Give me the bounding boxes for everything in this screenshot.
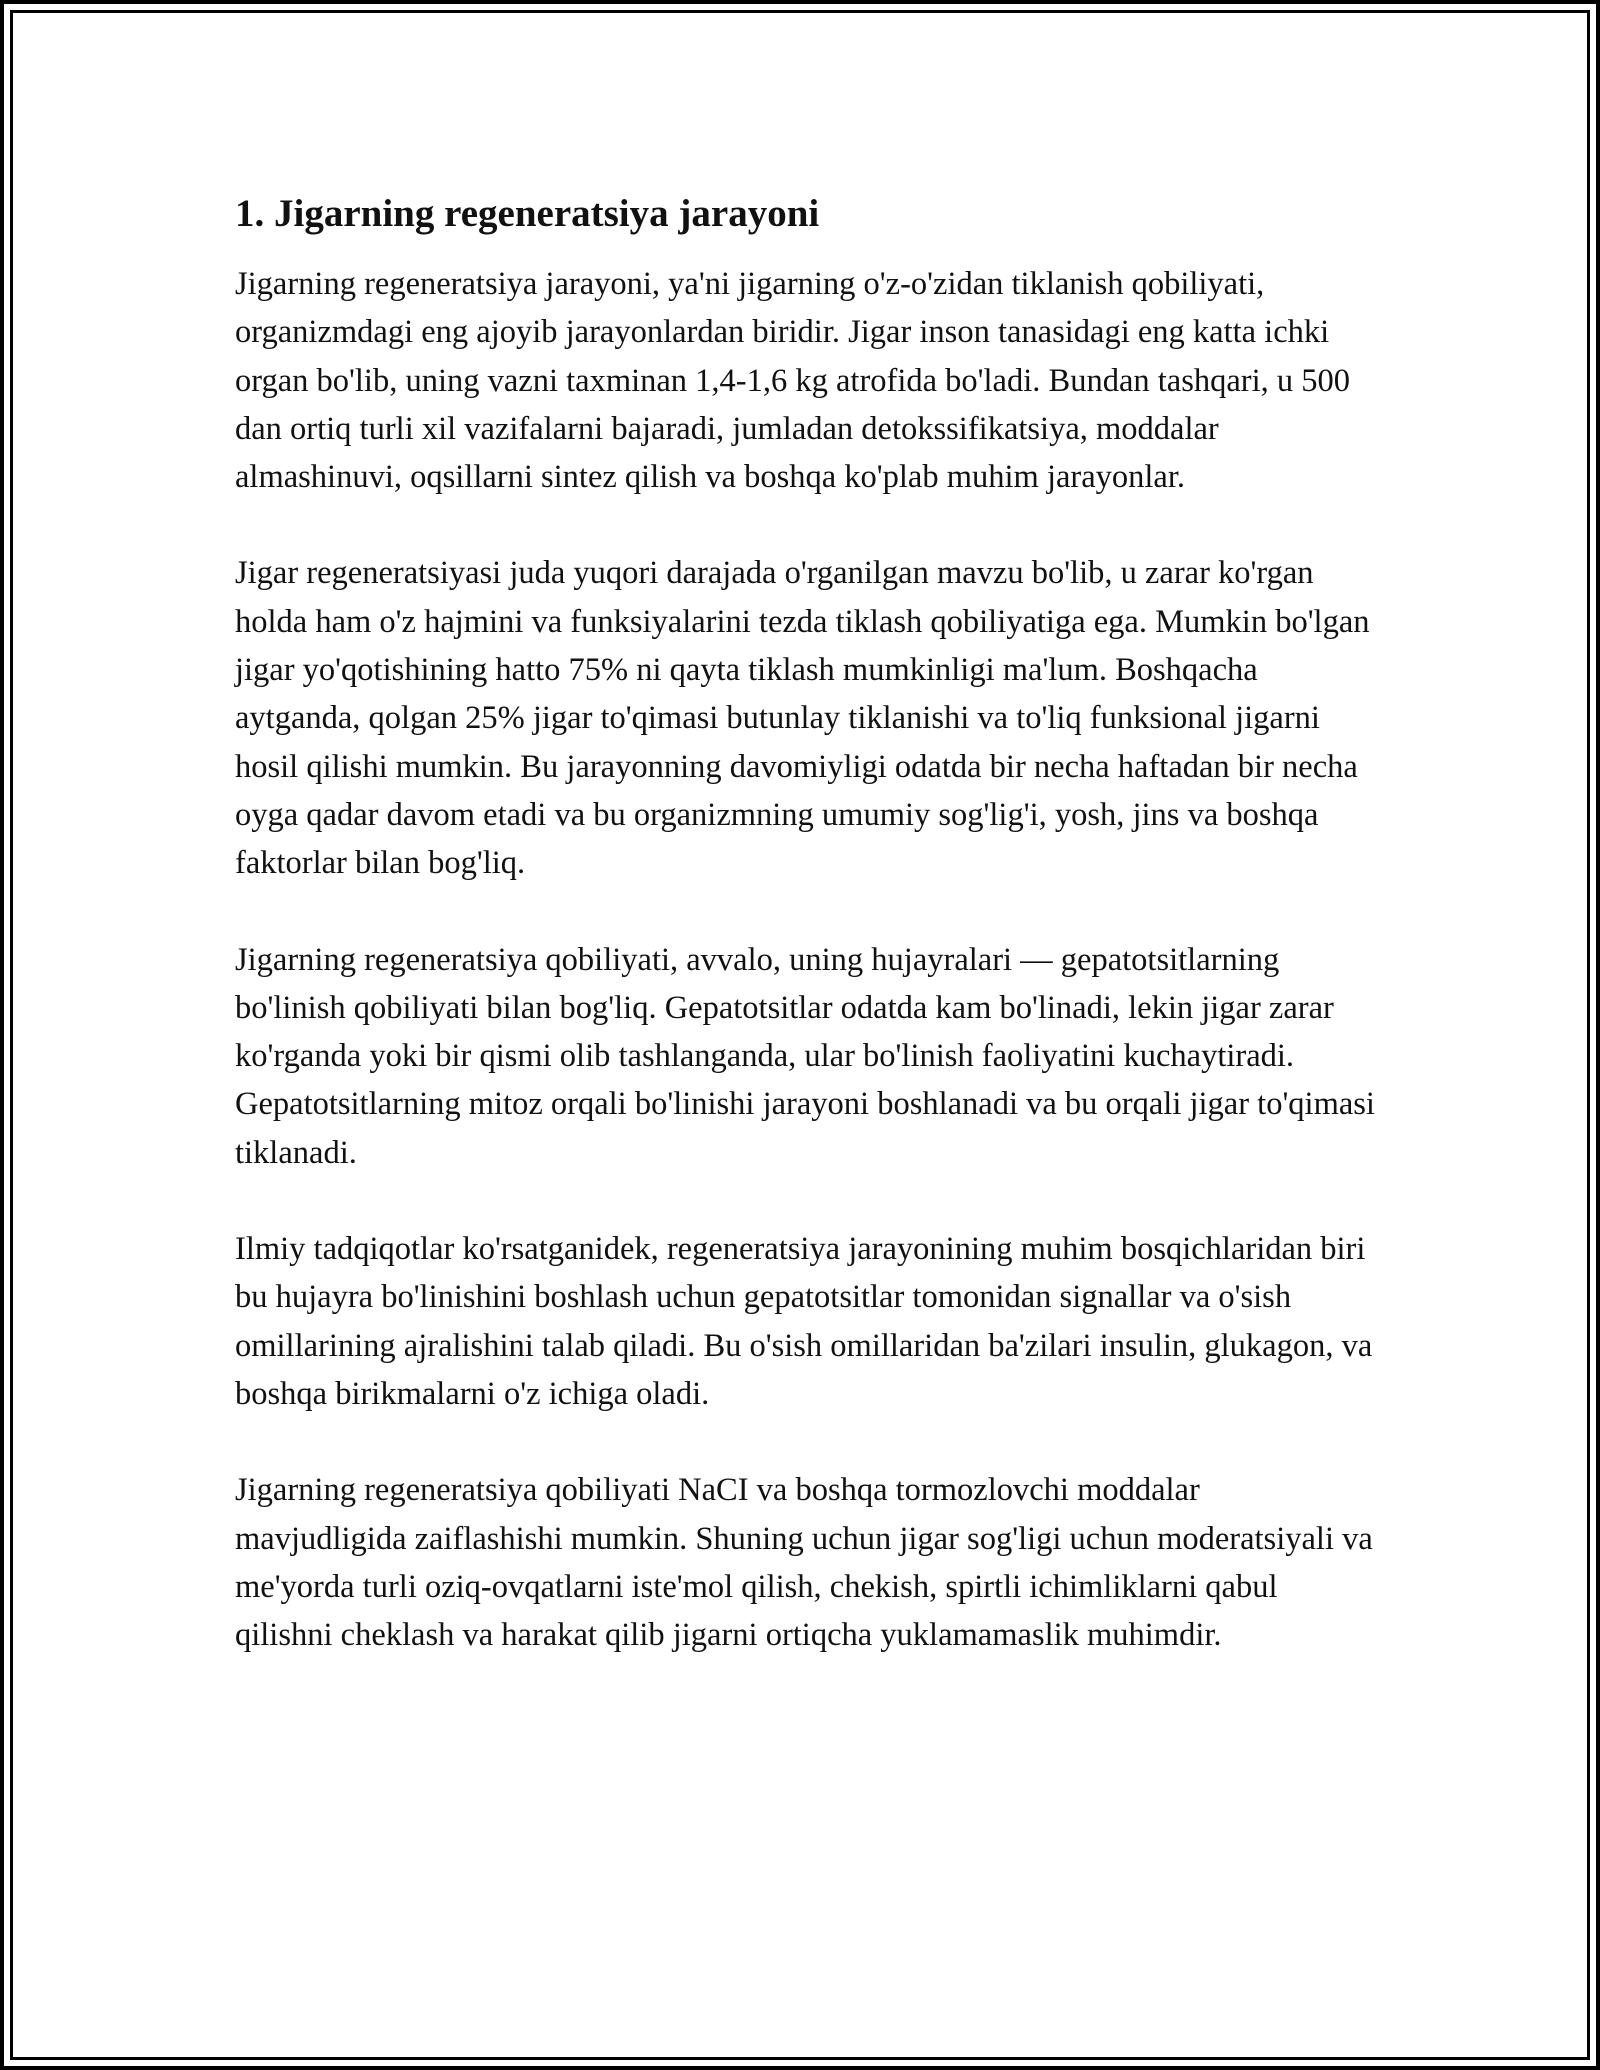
paragraph-2: Jigar regeneratsiyasi juda yuqori darajada o'rganilgan mavzu bo'lib, u zarar ko'rgan holda ham o'z hajmini va funksiyalarini tezda tiklash qobiliyatiga ega. Mumkin bo'lgan jigar yo'qotishining hatto 75% ni qayta tiklash mumkinligi ma'lum. Boshqacha aytganda, qolgan 25% jigar to'qimasi butunlay tiklanishi va to'liq funksional jigarni hosil qilishi mumkin. Bu jarayonning davomiyligi odatda bir necha haftadan bir necha oyga qadar davom etadi va bu organizmning umumiy sog'lig'i, yosh, jins va boshqa faktorlar bilan bog'liq. [235, 555, 1370, 882]
document-body [235, 188, 1375, 1707]
paragraph-3: Jigarning regeneratsiya qobiliyati, avvalo, uning hujayralari — gepatotsitlarning bo'linish qobiliyati bilan bog'liq. Gepatotsitlar odatda kam bo'linadi, lekin jigar zarar ko'rganda yoki bir qismi olib tashlanganda, ular bo'linish faoliyatini kuchaytiradi. Gepatotsitlarning mitoz orqali bo'linishi jarayoni boshlanadi va bu orqali jigar to'qimasi tiklanadi. [235, 941, 1375, 1171]
paragraph-1: Jigarning regeneratsiya jarayoni, ya'ni jigarning o'z-o'zidan tiklanish qobiliyati, organizmdagi eng ajoyib jarayonlardan biridir. Jigar inson tanasidagi eng katta ichki organ bo'lib, uning vazni taxminan 1,4-1,6 kg atrofida bo'ladi. Bundan tashqari, u 500 dan ortiq turli xil vazifalarni bajaradi, jumladan detokssifikatsiya, moddalar almashinuvi, oqsillarni sintez qilish va boshqa ko'plab muhim jarayonlar. [235, 266, 1350, 496]
paragraph-5: Jigarning regeneratsiya qobiliyati NaCI va boshqa tormozlovchi moddalar mavjudligida zaiflashishi mumkin. Shuning uchun jigar sog'ligi uchun moderatsiyali va me'yorda turli oziq-ovqatlarni iste'mol qilish, chekish, spirtli ichimliklarni qabul qilishni cheklash va harakat qilib jigarni ortiqcha yuklamamaslik muhimdir. [235, 1472, 1373, 1654]
paragraph-4: Ilmiy tadqiqotlar ko'rsatganidek, regeneratsiya jarayonining muhim bosqichlaridan biri bu hujayra bo'linishini boshlash uchun gepatotsitlar tomonidan signallar va o'sish omillarining ajralishini talab qiladi. Bu o'sish omillaridan ba'zilari insulin, glukagon, va boshqa birikmalarni o'z ichiga oladi. [235, 1231, 1373, 1412]
page-title: 1. Jigarning regeneratsiya jarayoni [235, 192, 820, 235]
